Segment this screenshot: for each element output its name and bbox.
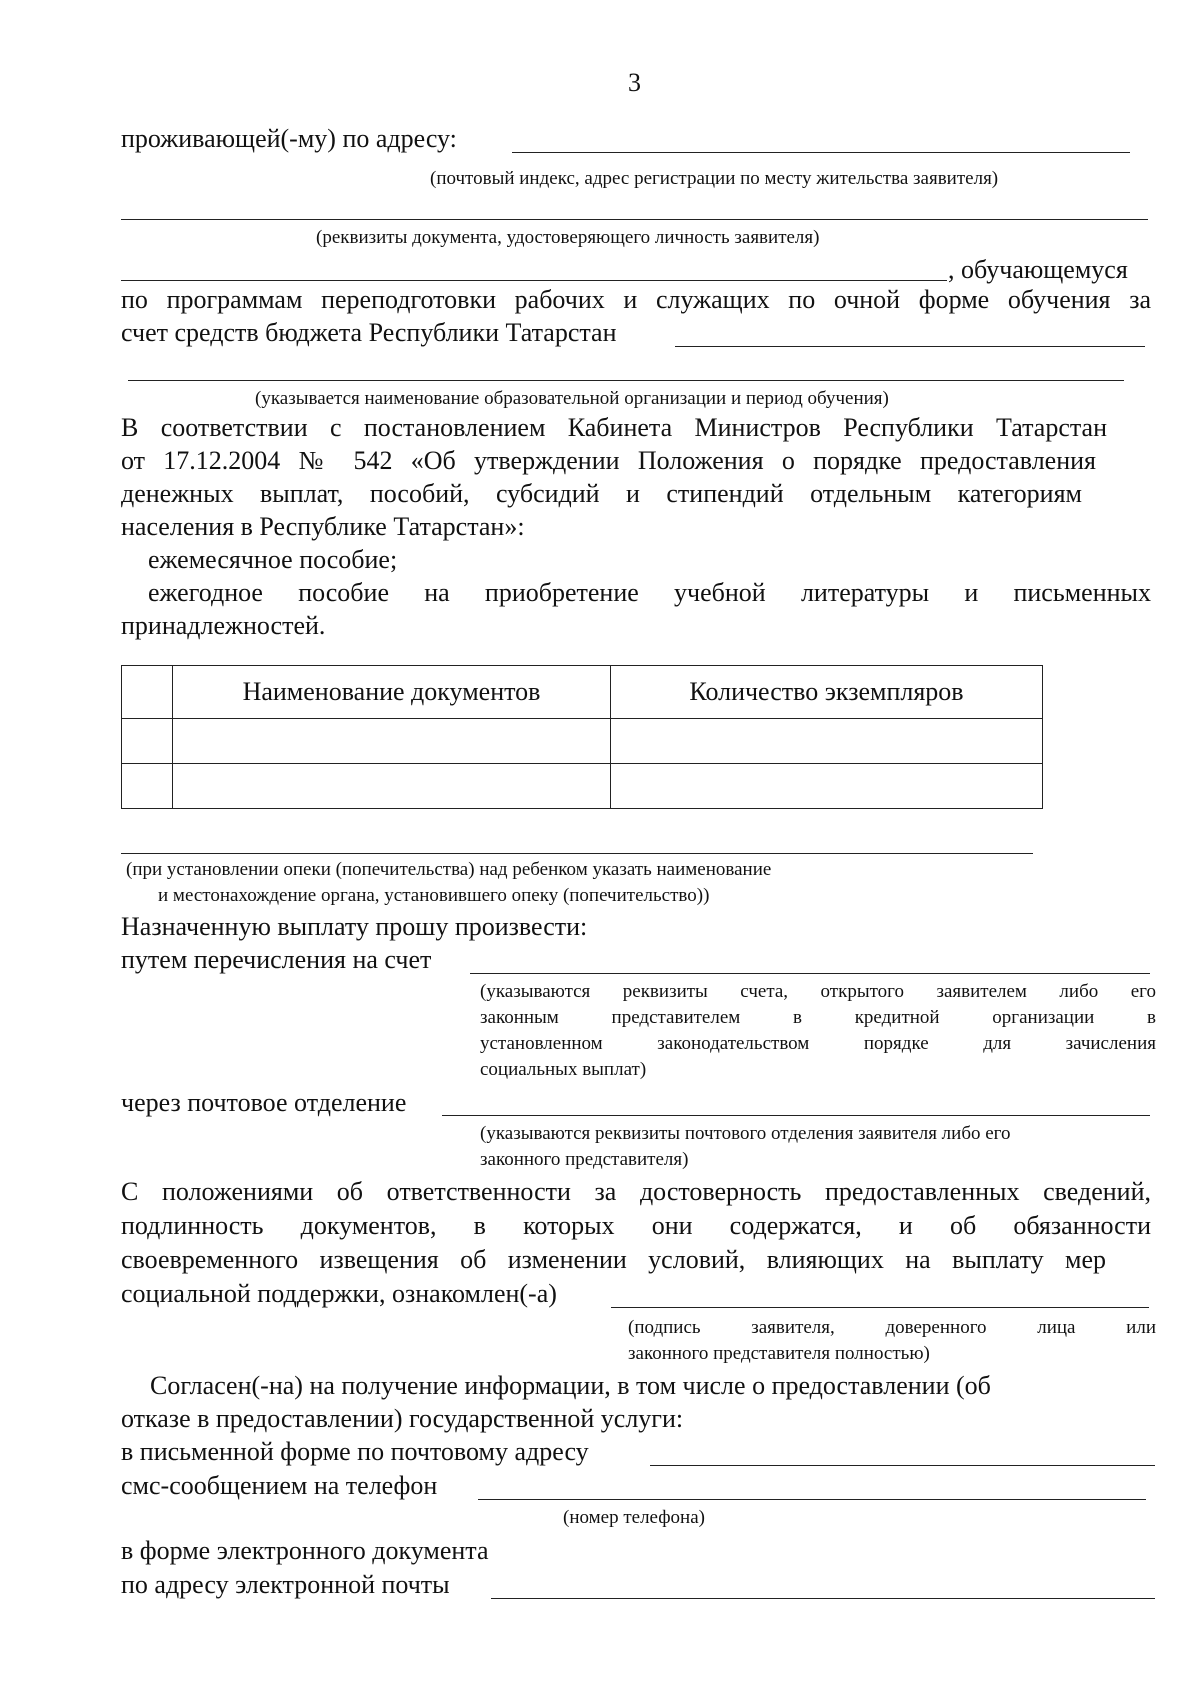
table-cell[interactable] [173, 719, 611, 764]
payment-request: Назначенную выплату прошу произвести: [121, 912, 588, 941]
signature-input-line[interactable] [611, 1307, 1149, 1308]
responsibility-line-4: социальной поддержки, ознакомлен(-а) [121, 1279, 557, 1308]
signature-hint-line-1: (подпись заявителя, доверенного лица или [628, 1317, 1156, 1338]
studying-line-3: счет средств бюджета Республики Татарстан [121, 318, 617, 347]
account-input-line[interactable] [470, 973, 1150, 974]
post-office-input-line[interactable] [442, 1115, 1150, 1116]
post-office-hint-line-1: (указываются реквизиты почтового отделения заявителя либо его [480, 1123, 1011, 1144]
responsibility-line-2: подлинность документов, в которых они содержатся, и об обязанности [121, 1211, 1151, 1240]
table-cell[interactable] [122, 719, 173, 764]
decree-line-2: от 17.12.2004 № 542 «Об утверждении Положения о порядке предоставления [121, 446, 1096, 475]
benefit-yearly-line-2: принадлежностей. [121, 611, 326, 640]
studying-line-2: по программам переподготовки рабочих и служащих по очной форме обучения за [121, 285, 1151, 314]
organization-hint: (указывается наименование образовательной организации и период обучения) [255, 388, 889, 409]
id-document-input-line[interactable] [121, 219, 1148, 220]
table-header-row [122, 666, 1043, 719]
address-label: проживающей(-му) по адресу: [121, 124, 457, 153]
email-input-line[interactable] [491, 1598, 1155, 1599]
signature-hint-line-2: законного представителя полностью) [628, 1343, 930, 1364]
responsibility-line-3: своевременного извещения об изменении условий, влияющих на выплату мер [121, 1245, 1106, 1274]
decree-line-3: денежных выплат, пособий, субсидий и стипендий отдельным категориям [121, 479, 1082, 508]
guardianship-input-line[interactable] [121, 853, 1033, 854]
postal-address-input-line[interactable] [650, 1465, 1155, 1466]
organization-input-line-1[interactable] [675, 346, 1145, 347]
table-cell[interactable] [122, 764, 173, 809]
table-cell[interactable] [611, 764, 1043, 809]
post-office-label: через почтовое отделение [121, 1088, 407, 1117]
payment-account-label: путем перечисления на счет [121, 945, 432, 974]
phone-hint: (номер телефона) [563, 1507, 705, 1528]
address-input-line[interactable] [512, 152, 1130, 153]
table-cell[interactable] [173, 764, 611, 809]
decree-line-1: В соответствии с постановлением Кабинета Министров Республики Татарстан [121, 413, 1107, 442]
table-header-copies: Количество экземпляров [611, 666, 1043, 719]
electronic-line-2: по адресу электронной почты [121, 1570, 450, 1599]
sms-label: смс-сообщением на телефон [121, 1471, 438, 1500]
table-header-document-name: Наименование документов [173, 666, 611, 719]
account-hint-line-4: социальных выплат) [480, 1059, 647, 1080]
post-office-hint-line-2: законного представителя) [480, 1149, 689, 1170]
decree-line-4: населения в Республике Татарстан»: [121, 512, 525, 541]
id-document-hint: (реквизиты документа, удостоверяющего личность заявителя) [316, 227, 820, 248]
electronic-line-1: в форме электронного документа [121, 1536, 489, 1565]
table-row[interactable] [122, 719, 1043, 764]
benefit-yearly-line-1: ежегодное пособие на приобретение учебной литературы и письменных [148, 578, 1151, 607]
guardianship-hint-line-1: (при установлении опеки (попечительства) над ребенком указать наименование [126, 859, 772, 880]
documents-table [121, 665, 1043, 809]
responsibility-line-1: С положениями об ответственности за достоверность предоставленных сведений, [121, 1177, 1151, 1206]
table-cell[interactable] [611, 719, 1043, 764]
address-hint: (почтовый индекс, адрес регистрации по месту жительства заявителя) [430, 168, 999, 189]
table-row[interactable] [122, 764, 1043, 809]
benefit-monthly: ежемесячное пособие; [148, 545, 398, 574]
account-hint-line-3: установленном законодательством порядке для зачисления [480, 1033, 1156, 1054]
consent-line-1: Согласен(-на) на получение информации, в том числе о предоставлении (об [150, 1371, 991, 1400]
table-number-cell [122, 666, 173, 719]
account-hint-line-2: законным представителем в кредитной организации в [480, 1007, 1156, 1028]
applicant-name-input-line[interactable] [121, 280, 947, 281]
written-form-label: в письменной форме по почтовому адресу [121, 1437, 589, 1466]
studying-suffix: , обучающемуся [948, 255, 1128, 284]
phone-input-line[interactable] [478, 1499, 1146, 1500]
account-hint-line-1: (указываются реквизиты счета, открытого заявителем либо его [480, 981, 1156, 1002]
consent-line-2: отказе в предоставлении) государственной услуги: [121, 1404, 684, 1433]
guardianship-hint-line-2: и местонахождение органа, установившего опеку (попечительство)) [158, 885, 710, 906]
organization-input-line-2[interactable] [128, 380, 1124, 381]
page-number: 3 [628, 68, 641, 97]
